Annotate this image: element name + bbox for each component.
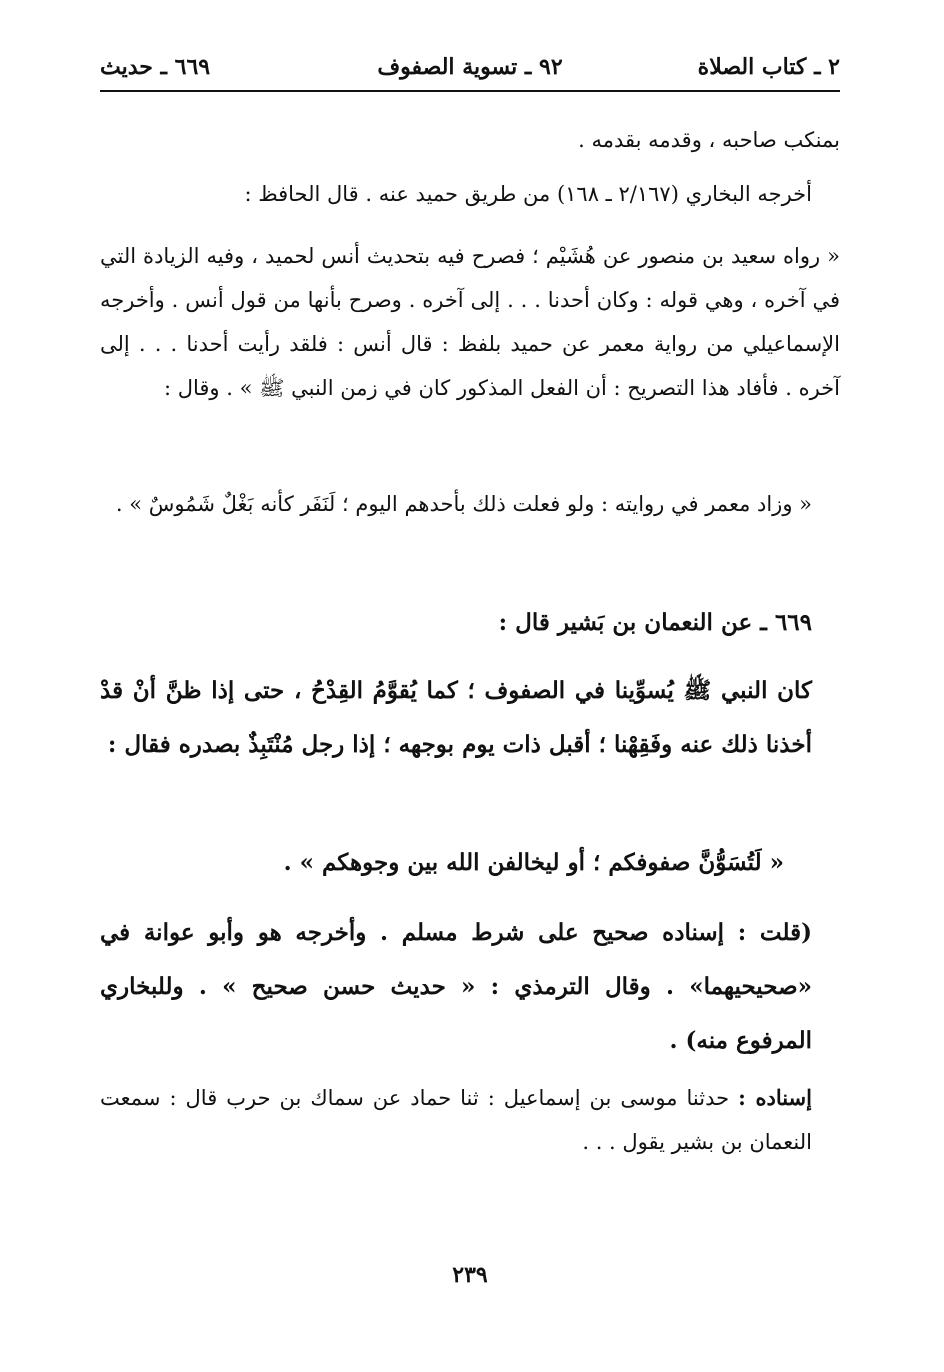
hadith-heading: ٦٦٩ ـ عن النعمان بن بَشير قال :: [498, 609, 812, 636]
header-section: ٩٢ ـ تسوية الصفوف: [377, 54, 563, 80]
running-header: [100, 50, 840, 92]
isnad-paragraph: [100, 1076, 840, 1164]
isnad-text: حدثنا موسى بن إسماعيل : ثنا حماد عن سماك بن حرب قال : سمعت النعمان بن بشير يقول . . .: [100, 1086, 812, 1154]
paragraph-takhrij: أخرجه البخاري (٢/١٦٧ ـ ١٦٨) من طريق حميد عنه . قال الحافظ :: [244, 182, 812, 206]
header-hadith-number: ٦٦٩ ـ حديث: [100, 54, 211, 80]
page-number: ٢٣٩: [452, 1262, 488, 1288]
paragraph-mamar-addition: « وزاد معمر في روايته : ولو فعلت ذلك بأحدهم اليوم ؛ لَنَفَر كأنه بَغْلٌ شَمُوسٌ » .: [115, 492, 812, 516]
book-page: [100, 0, 840, 1372]
hadith-text: كان النبي ﷺ يُسوِّينا في الصفوف ؛ كما يُقوَّمُ القِدْحُ ، حتى إذا ظنَّ أنْ قدْ أخذنا ذلك عنه وفَقِهْنا ؛ أقبل ذات يوم بوجهه ؛ إذا رجل مُنْتَبِذٌ بصدره فقال :: [100, 677, 812, 758]
paragraph-continuation: بمنكب صاحبه ، وقدمه بقدمه .: [578, 128, 840, 152]
isnad-label: إسناده :: [738, 1085, 812, 1110]
author-note: (قلت : إسناده صحيح على شرط مسلم . وأخرجه هو وأبو عوانة في «صحيحيهما» . وقال الترمذي : « حديث حسن صحيح » . وللبخاري المرفوع منه) .: [100, 919, 812, 1054]
header-chapter: ٢ ـ كتاب الصلاة: [697, 54, 840, 80]
paragraph-hafiz-quote: « رواه سعيد بن منصور عن هُشَيْم ؛ فصرح فيه بتحديث أنس لحميد ، وفيه الزيادة التي في آخره ، وهي قوله : وكان أحدنا . . . إلى آخره . وصرح بأنها من قول أنس . وأخرجه الإسماعيلي من رواية معمر عن حميد بلفظ : قال أنس : فلقد رأيت أحدنا . . . إلى آخره . فأفاد هذا التصريح : أن الفعل المذكور كان في زمن النبي ﷺ » . وقال :: [100, 244, 840, 400]
hadith-quote: « لَتُسَوُّنَّ صفوفكم ؛ أو ليخالفن الله بين وجوهكم » .: [283, 849, 784, 876]
